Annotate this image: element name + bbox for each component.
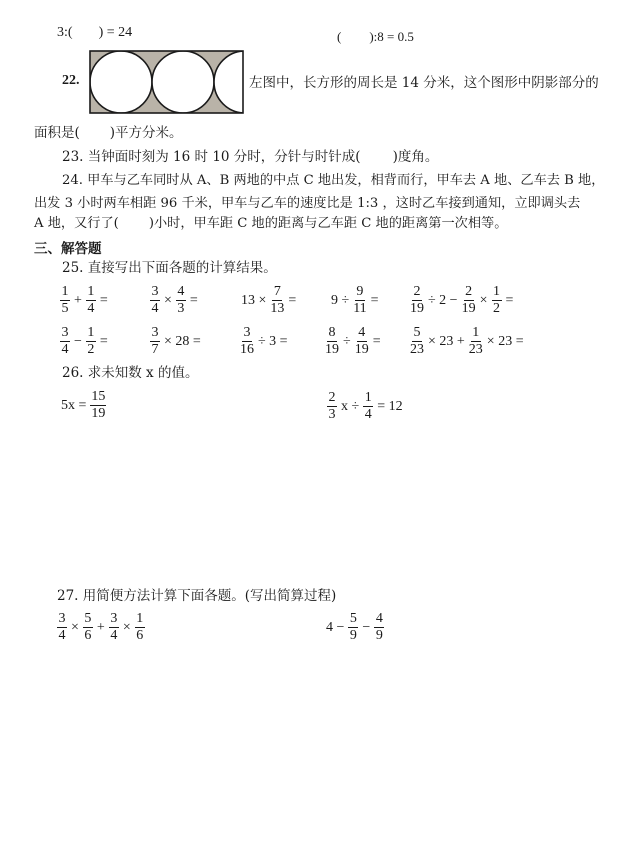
circle-2 — [152, 51, 214, 113]
q21-left-part-b: ) = 24 — [98, 25, 133, 40]
q25-r1-e5: $\frac{2}{19}$ ÷ 2 − $\frac{2}{19}$ × $\frac{1}{2}$ = — [410, 284, 514, 316]
q25-r2-e2: $\frac{3}{7}$ × 28 = — [151, 325, 201, 357]
q27-prompt: 27. 用简便方法计算下面各题。(写出简算过程) — [57, 588, 337, 604]
q21-left-part-a: 3:( — [57, 25, 73, 40]
q27-expression-2: 4 − $\frac{5}{9}$ − $\frac{4}{9}$ — [326, 611, 383, 643]
q24-line1: 24. 甲车与乙车同时从 A、B 两地的中点 C 地出发，相背而行，甲车去 A 地、乙车去 B 地， — [62, 173, 605, 188]
q22-text-line1: 左图中，长方形的周长是 14 分米，这个图形中阴影部分的 — [249, 75, 599, 91]
section-title: 三、解答题 — [34, 241, 102, 257]
q24-text-part-a: A 地，又行了( — [34, 216, 119, 231]
q21-equation-left — [57, 25, 132, 41]
circle-1 — [90, 51, 152, 113]
q24-line3 — [34, 216, 507, 232]
q25-r2-e5: $\frac{5}{23}$ × 23 + $\frac{1}{23}$ × 23 = — [410, 325, 524, 357]
q24-line2: 出发 3 小时两车相距 96 千米，甲车与乙车的速度比是 1:3 ，这时乙车接到通知，立即调头去 — [34, 196, 581, 211]
q25-r1-e2: $\frac{3}{4}$ × $\frac{4}{3}$ = — [151, 284, 198, 316]
q21-equation-right — [337, 29, 414, 45]
q23-text-part-b: )度角。 — [392, 149, 439, 165]
q25-r2-e1: $\frac{3}{4}$ − $\frac{1}{2}$ = — [61, 325, 108, 357]
q25-r2-e4: $\frac{8}{19}$ ÷ $\frac{4}{19}$ = — [325, 325, 381, 357]
q25-r1-e3: 13 × $\frac{7}{13}$ = — [241, 284, 297, 316]
q22-circles-figure — [89, 50, 246, 115]
q24-text-part-b: )小时，甲车距 C 地的距离与乙车距 C 地的距离第一次相等。 — [148, 216, 508, 231]
q21-right-part-a: ( — [337, 29, 342, 44]
q23-text — [62, 149, 438, 165]
q22-text-part-b: )平方分米。 — [109, 125, 183, 141]
q23-text-part-a: 23. 当钟面时刻为 16 时 10 分时，分针与时针成( — [62, 149, 361, 165]
q27-expression-1: $\frac{3}{4}$ × $\frac{5}{6}$ + $\frac{3}{4}$ × $\frac{1}{6}$ — [58, 611, 144, 643]
q26-equation-1: 5x = $\frac{15}{19}$ — [61, 389, 106, 421]
q26-prompt: 26. 求未知数 x 的值。 — [62, 365, 199, 381]
q22-number: 22. — [62, 73, 80, 88]
q25-r2-e3: $\frac{3}{16}$ ÷ 3 = — [240, 325, 288, 357]
q22-text-line2 — [34, 125, 183, 141]
q25-r1-e1: $\frac{1}{5}$ + $\frac{1}{4}$ = — [61, 284, 108, 316]
q22-text-part-a: 面积是( — [34, 125, 80, 141]
q21-right-part-b: ):8 = 0.5 — [369, 29, 414, 44]
q25-r1-e4: 9 ÷ $\frac{9}{11}$ = — [331, 284, 379, 316]
q26-equation-2: $\frac{2}{3}$ x ÷ $\frac{1}{4}$ = 12 — [328, 390, 403, 422]
q25-prompt: 25. 直接写出下面各题的计算结果。 — [62, 260, 277, 276]
